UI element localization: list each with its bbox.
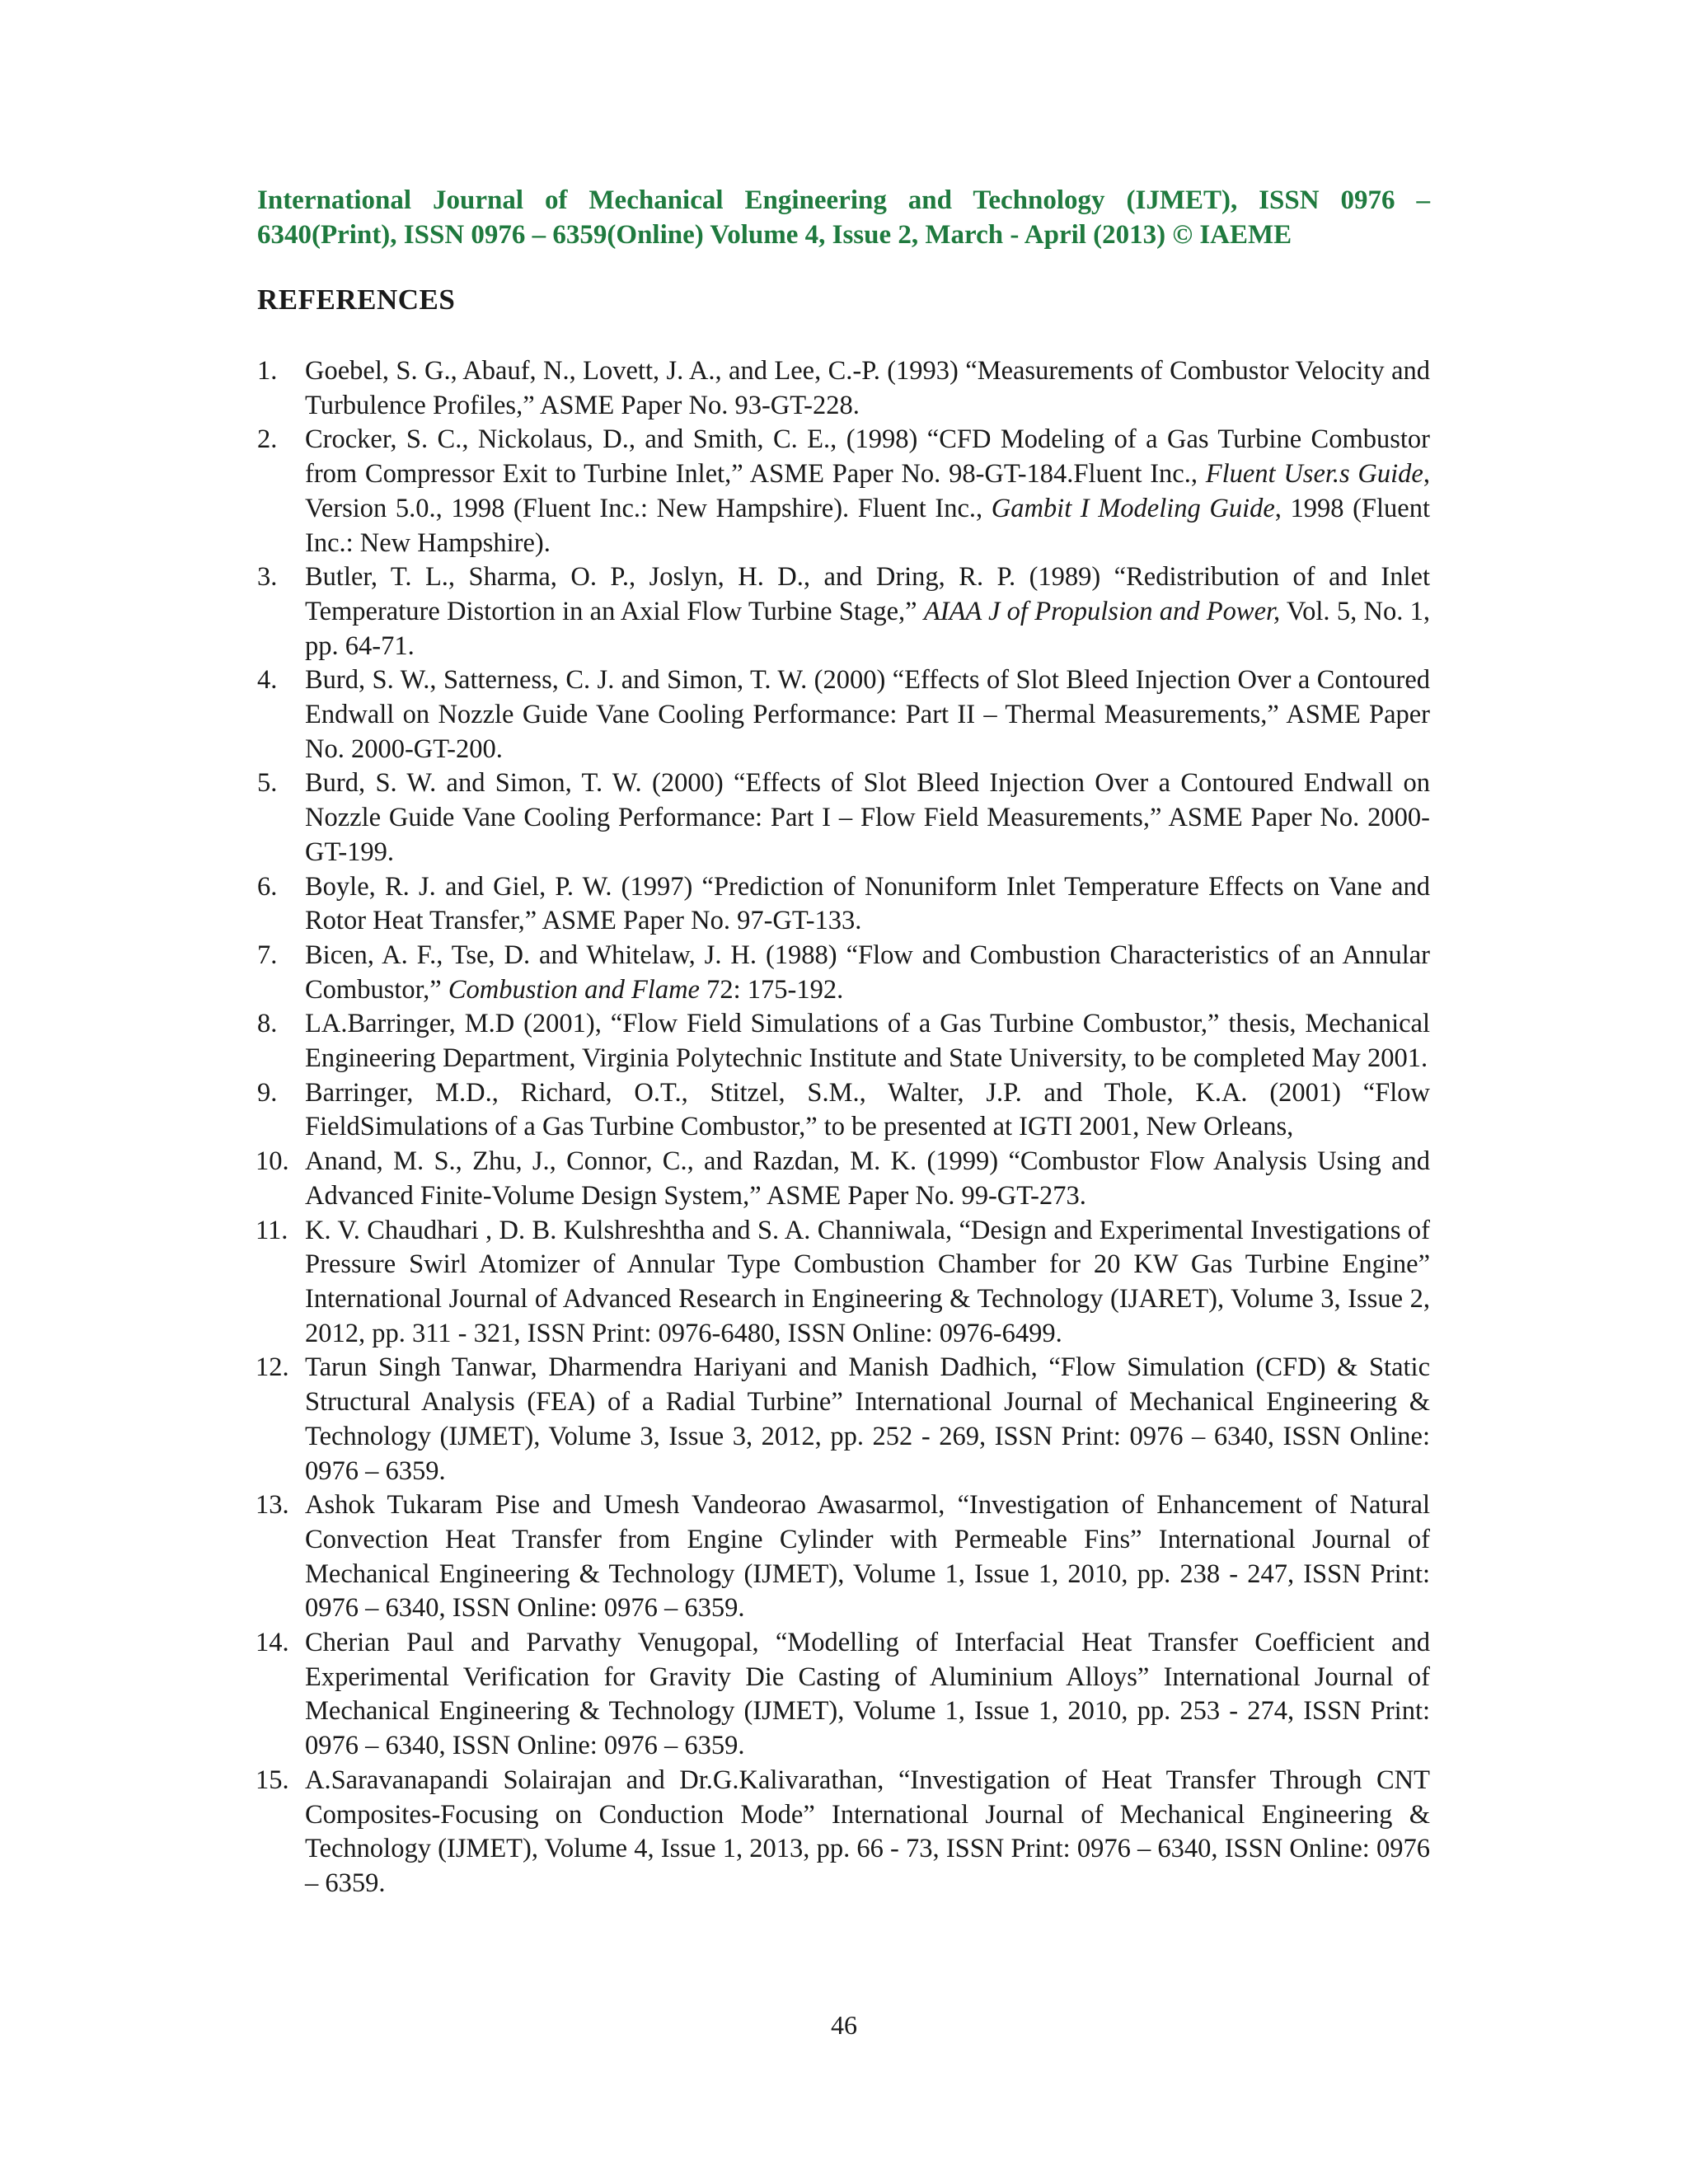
reference-item	[257, 354, 1430, 423]
reference-number: 10.	[256, 1146, 289, 1177]
reference-item	[257, 1626, 1430, 1764]
reference-segment: Cherian Paul and Parvathy Venugopal, “Modelling of Interfacial Heat Transfer Coefficient and Experimental Verification for Gravity Die Casting of Aluminium Alloys” International Journal of Mechanical Engineering & Technology (IJMET), Volume 1, Issue 1, 2010, pp. 253 - 274, ISSN Print: 0976 – 6340, ISSN Online: 0976 – 6359.	[305, 1628, 1430, 1761]
reference-item	[257, 1007, 1430, 1076]
reference-item	[257, 1076, 1430, 1145]
reference-list	[257, 354, 1430, 1901]
reference-number: 14.	[256, 1628, 289, 1658]
reference-item	[257, 766, 1430, 869]
reference-segment: Ashok Tukaram Pise and Umesh Vandeorao Awasarmol, “Investigation of Enhancement of Natural Convection Heat Transfer from Engine Cylinder with Permeable Fins” International Journal of Mechanical Engineering & Technology (IJMET), Volume 1, Issue 1, 2010, pp. 238 - 247, ISSN Print: 0976 – 6340, ISSN Online: 0976 – 6359.	[305, 1490, 1430, 1624]
reference-number: 12.	[256, 1352, 289, 1383]
reference-item	[257, 560, 1430, 663]
reference-text	[305, 1078, 1430, 1142]
reference-number: 3.	[257, 562, 278, 593]
reference-text	[305, 356, 1430, 420]
reference-segment: K. V. Chaudhari , D. B. Kulshreshtha and S. A. Channiwala, “Design and Experimental Investigations of Pressure Swirl Atomizer of Annular Type Combustion Chamber for 20 KW Gas Turbine Engine” International Journal of Advanced Research in Engineering & Technology (IJARET), Volume 3, Issue 2, 2012, pp. 311 - 321, ISSN Print: 0976-6480, ISSN Online: 0976-6499.	[305, 1215, 1430, 1348]
reference-number: 7.	[257, 940, 278, 970]
reference-segment: LA.Barringer, M.D (2001), “Flow Field Simulations of a Gas Turbine Combustor,” thesis, Mechanical Engineering Department, Virginia Polytechnic Institute and State University, to be completed May 2001.	[305, 1009, 1430, 1074]
reference-item	[257, 1488, 1430, 1626]
reference-text	[305, 1216, 1430, 1348]
reference-item	[257, 870, 1430, 939]
reference-text	[305, 1765, 1430, 1898]
reference-text	[305, 872, 1430, 936]
reference-text	[305, 562, 1430, 660]
reference-number: 11.	[256, 1215, 288, 1245]
reference-text	[305, 768, 1430, 866]
reference-segment: Burd, S. W., Satterness, C. J. and Simon, T. W. (2000) “Effects of Slot Bleed Injection Over a Contoured Endwall on Nozzle Guide Vane Cooling Performance: Part II – Thermal Measurements,” ASME Paper No. 2000-GT-200.	[305, 665, 1430, 764]
reference-number: 1.	[257, 356, 278, 386]
reference-text	[305, 940, 1430, 1005]
reference-segment: A.Saravanapandi Solairajan and Dr.G.Kalivarathan, “Investigation of Heat Transfer Through CNT Composites-Focusing on Conduction Mode” International Journal of Mechanical Engineering & Technology (IJMET), Volume 4, Issue 1, 2013, pp. 66 - 73, ISSN Print: 0976 – 6340, ISSN Online: 0976 – 6359.	[305, 1765, 1430, 1898]
reference-segment: Barringer, M.D., Richard, O.T., Stitzel, S.M., Walter, J.P. and Thole, K.A. (2001) “Flow FieldSimulations of a Gas Turbine Combustor,” to be presented at IGTI 2001, New Orleans,	[305, 1077, 1430, 1142]
reference-text	[305, 1352, 1430, 1485]
reference-number: 8.	[257, 1009, 278, 1039]
reference-text	[305, 1490, 1430, 1623]
reference-segment: Boyle, R. J. and Giel, P. W. (1997) “Prediction of Nonuniform Inlet Temperature Effects on Vane and Rotor Heat Transfer,” ASME Paper No. 97-GT-133.	[305, 871, 1430, 936]
reference-number: 6.	[257, 871, 278, 902]
reference-item	[257, 423, 1430, 560]
reference-item	[257, 1214, 1430, 1352]
reference-italic-segment: AIAA J of Propulsion and Power,	[923, 596, 1281, 626]
reference-italic-segment: Fluent User.s Guide	[1205, 459, 1423, 490]
reference-text	[305, 1146, 1430, 1211]
reference-item	[257, 1351, 1430, 1488]
reference-segment: Goebel, S. G., Abauf, N., Lovett, J. A., and Lee, C.-P. (1993) “Measurements of Combustor Velocity and Turbulence Profiles,” ASME Paper No. 93-GT-228.	[305, 356, 1430, 420]
reference-item	[257, 1764, 1430, 1901]
reference-segment: Crocker, S. C., Nickolaus, D., and Smith, C. E., (1998) “CFD Modeling of a Gas Turbine Combustor from Compressor Exit to Turbine Inlet,” ASME Paper No. 98-GT-184.Fluent Inc.,	[305, 424, 1430, 490]
journal-header: International Journal of Mechanical Engineering and Technology (IJMET), ISSN 0976 – 6340(Print), ISSN 0976 – 6359(Online) Volume 4, Issue 2, March - April (2013) © IAEME	[257, 185, 1430, 250]
section-title: REFERENCES	[257, 284, 456, 316]
reference-number: 2.	[257, 424, 278, 455]
reference-segment: , 1998 (Fluent Inc.: New Hampshire).	[305, 493, 1430, 558]
reference-segment: Vol. 5, No. 1, pp. 64-71.	[305, 596, 1430, 661]
reference-segment: 72: 175-192.	[699, 974, 844, 1005]
reference-item	[257, 663, 1430, 766]
reference-number: 5.	[257, 768, 278, 799]
reference-text	[305, 424, 1430, 557]
reference-segment: Anand, M. S., Zhu, J., Connor, C., and Razdan, M. K. (1999) “Combustor Flow Analysis Using and Advanced Finite-Volume Design System,” ASME Paper No. 99-GT-273.	[305, 1146, 1430, 1211]
reference-item	[257, 1145, 1430, 1213]
reference-text	[305, 665, 1430, 763]
reference-segment: Tarun Singh Tanwar, Dharmendra Hariyani and Manish Dadhich, “Flow Simulation (CFD) & Static Structural Analysis (FEA) of a Radial Turbine” International Journal of Mechanical Engineering & Technology (IJMET), Volume 3, Issue 3, 2012, pp. 252 - 269, ISSN Print: 0976 – 6340, ISSN Online: 0976 – 6359.	[305, 1352, 1430, 1486]
reference-segment: Bicen, A. F., Tse, D. and Whitelaw, J. H. (1988) “Flow and Combustion Characteristics of an Annular Combustor,”	[305, 940, 1430, 1005]
reference-number: 9.	[257, 1077, 278, 1108]
reference-italic-segment: Gambit I Modeling Guide	[991, 493, 1275, 523]
reference-text	[305, 1628, 1430, 1760]
reference-segment: Burd, S. W. and Simon, T. W. (2000) “Effects of Slot Bleed Injection Over a Contoured Endwall on Nozzle Guide Vane Cooling Performance: Part I – Flow Field Measurements,” ASME Paper No. 2000-GT-199.	[305, 768, 1430, 867]
reference-item	[257, 939, 1430, 1007]
reference-number: 4.	[257, 665, 278, 696]
reference-number: 13.	[256, 1490, 289, 1521]
reference-italic-segment: Combustion and Flame	[448, 974, 700, 1005]
reference-text	[305, 1009, 1430, 1073]
reference-segment: Butler, T. L., Sharma, O. P., Joslyn, H. D., and Dring, R. P. (1989) “Redistribution of and Inlet Temperature Distortion in an Axial Flow Turbine Stage,”	[305, 562, 1430, 626]
reference-segment: , Version 5.0., 1998 (Fluent Inc.: New Hampshire). Fluent Inc.,	[305, 459, 1430, 523]
page-number: 46	[831, 2010, 857, 2040]
reference-number: 15.	[256, 1765, 289, 1795]
